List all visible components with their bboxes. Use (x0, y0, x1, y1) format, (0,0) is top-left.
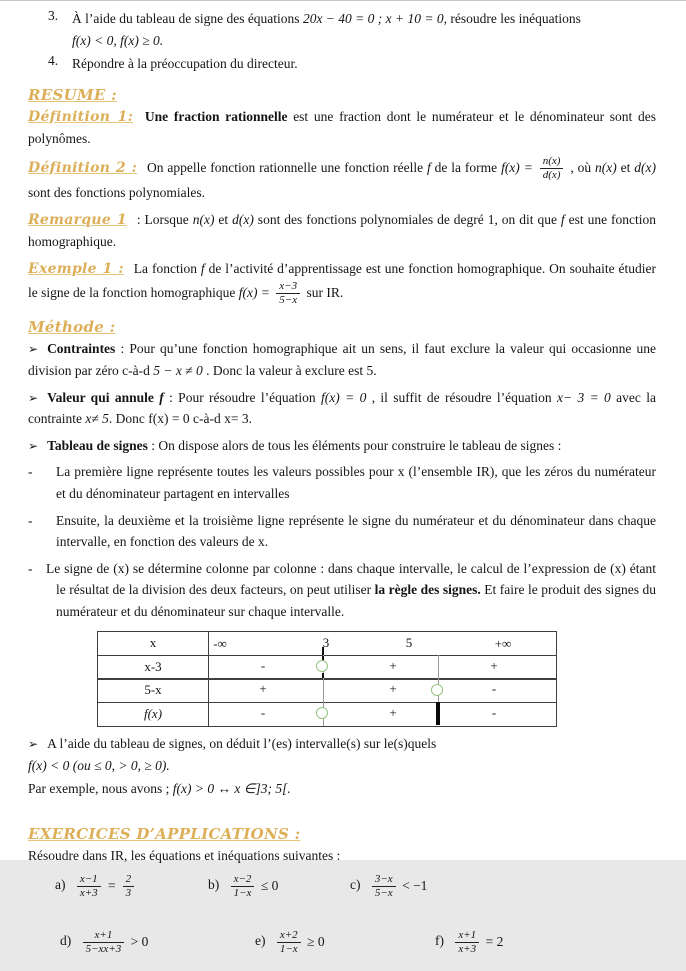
fraction-denominator: x+3 (458, 942, 477, 955)
sign-cell: + (490, 657, 498, 673)
text-run: sont des fonctions polynomiales. (28, 185, 205, 201)
page-top-rule (0, 0, 686, 1)
fraction-denominator: d(x) (542, 168, 561, 181)
text-run: Par exemple, nous avons ; (28, 781, 173, 797)
text-run: . Donc la valeur à exclure est 5. (202, 363, 377, 379)
fraction (123, 873, 135, 900)
math-run: n(x) (192, 211, 215, 227)
fraction-denominator: 3 (125, 886, 132, 899)
fraction (455, 929, 479, 956)
operator: ≤ (260, 877, 269, 893)
fraction-numerator: 2 (123, 873, 135, 887)
text-run: avec la contrainte (28, 389, 656, 427)
arrow-bullet-icon: ➢ (28, 390, 39, 405)
fraction (276, 280, 300, 307)
fraction-denominator: 5−xx+3 (85, 942, 122, 955)
resume-heading: RESUME : (28, 85, 118, 104)
table-row-divider (98, 655, 556, 657)
text-run: de la forme (430, 159, 502, 175)
math-run: x≠ 5 (85, 411, 109, 427)
zero-5-line (438, 655, 439, 679)
dash-bullet-1 (28, 461, 656, 504)
definition-1 (28, 106, 656, 150)
table-header-x: x (149, 634, 157, 650)
text-run: et (214, 211, 233, 227)
text-run: , où (566, 159, 596, 175)
text-run: : On dispose alors de tous les éléments pour construire le tableau de signes : (147, 437, 562, 453)
fraction-denominator: 1−x (233, 886, 252, 899)
table-header-3: 3 (322, 634, 330, 650)
text-run: est une fraction dont le numérateur et le dénominateur sont des polynômes. (28, 108, 656, 147)
remarque-1 (28, 209, 656, 253)
text-run: Ensuite, la deuxième et la troisième ligne représente le signe du numérateur et du dénominateur dans chaque intervalle, en fonction des valeurs de x. (56, 512, 656, 550)
table-header-5: 5 (405, 634, 413, 650)
rhs-value: 0 (271, 877, 279, 893)
sign-cell: - (260, 657, 266, 673)
operator: = (107, 877, 117, 893)
sign-cell: + (389, 657, 397, 673)
definition-2 (28, 155, 656, 204)
table-row-divider (98, 702, 556, 704)
arrow-bullet-icon: ➢ (28, 438, 39, 453)
conclusion-line-1 (28, 733, 656, 755)
text-run: , il suffit de résoudre l’équation (366, 389, 557, 405)
fraction (83, 929, 125, 956)
table-row-label: f(x) (143, 705, 163, 721)
exercise-c (350, 873, 427, 900)
text-run: La fonction (133, 260, 201, 276)
text-run: et (616, 159, 635, 175)
math-run: x− 3 = 0 (556, 389, 611, 405)
text-run: est une fonction homographique. (28, 211, 657, 250)
math-run: f(x) = 0 (321, 389, 367, 405)
fraction-denominator: 1−x (279, 942, 298, 955)
dash-icon: - (28, 560, 33, 576)
conclusion-line-2 (28, 756, 656, 776)
exercise-row-2 (28, 929, 656, 971)
math-run: d(x) (232, 211, 254, 227)
exercise-label: b) (208, 877, 220, 893)
math-run: f (560, 211, 565, 227)
operator: ≥ (307, 933, 315, 949)
rhs-value: 2 (496, 933, 504, 949)
tableau-paragraph (28, 435, 656, 457)
text-run: de l’activité d’apprentissage est une fonction homographique. On souhaite étudier le signe de la fonction homographique (28, 260, 656, 300)
zero-circle-fx-3 (316, 707, 328, 719)
table-row-label: x-3 (144, 658, 162, 674)
table-header-minf: -∞ (213, 635, 227, 651)
fraction-numerator: x+1 (83, 929, 125, 943)
math-run: f(x) > 0 ↔ x ∈]3; 5[. (172, 781, 291, 797)
sign-cell: + (389, 704, 397, 720)
text-run: Le signe de (x) se détermine colonne par colonne : dans chaque intervalle, le calcul de l’expression de (x) étant le résultat de la division des deux facteurs, on peut utiliser (46, 560, 656, 598)
sign-table (97, 631, 557, 727)
exercise-a (55, 873, 137, 900)
text-run: : (132, 211, 145, 227)
text-run: , résoudre les inéquations (443, 11, 581, 26)
exercise-label: f) (435, 933, 444, 949)
text-run: . Donc f(x) = 0 c-à-d x= 3. (108, 411, 252, 427)
list-item-4-text (72, 53, 656, 75)
text-run: A l’aide du tableau de signes, on déduit l’(es) intervalle(s) sur le(s)quels (47, 735, 437, 751)
math-run: f (200, 260, 205, 276)
table-row-label: 5-x (144, 682, 162, 698)
list-item-3-text (72, 8, 656, 51)
math-run: n(x) (595, 159, 617, 175)
fraction (277, 929, 301, 956)
table-row-divider (98, 678, 556, 680)
zero-3-tick-bottom (322, 673, 325, 678)
math-run: f (426, 159, 431, 175)
sign-cell: - (260, 704, 266, 720)
operator: > (130, 933, 139, 949)
rhs-value: 0 (141, 933, 149, 949)
operator: < (402, 877, 410, 893)
sign-cell: - (491, 704, 497, 720)
dash-icon: - (28, 464, 33, 480)
exercise-label: e) (255, 933, 266, 949)
dash-bullet-2 (28, 510, 656, 553)
math-run: f(x) = (238, 284, 270, 300)
operator: = (485, 933, 494, 949)
bold-run: Contraintes (47, 341, 116, 357)
fraction-numerator: 3−x (372, 873, 396, 887)
sign-cell: - (491, 681, 497, 697)
dash-bullet-3 (28, 558, 656, 623)
definition-2-heading: Définition 2 : (28, 159, 138, 176)
math-run: d(x) (634, 159, 657, 175)
fraction-numerator: x+1 (455, 929, 479, 943)
table-label-column-divider (208, 632, 209, 726)
fraction-numerator: x−1 (77, 873, 101, 887)
fraction (231, 873, 255, 900)
conclusion-line-3 (28, 778, 656, 800)
exercise-label: a) (55, 877, 66, 893)
arrow-bullet-icon: ➢ (28, 736, 39, 751)
methode-heading: Méthode : (28, 318, 116, 337)
table-header-pinf: +∞ (494, 635, 512, 651)
bold-run: Tableau de signes (47, 437, 148, 453)
zero-3-line (323, 678, 324, 702)
bold-run: la règle des signes. (374, 582, 481, 598)
list-item-3 (28, 8, 656, 51)
fraction (372, 873, 396, 900)
fraction-numerator: x−3 (276, 280, 300, 294)
fraction-numerator: n(x) (540, 155, 564, 169)
text-run: : Pour qu’une fonction homographique ait un sens, il faut exclure la valeur qui occasionne une division par zéro c-à-d (28, 341, 656, 379)
fraction (540, 155, 564, 182)
math-run: 5 − x ≠ 0 (153, 363, 203, 379)
text-run: sur IR. (303, 284, 344, 300)
zero-circle-5x-5 (431, 684, 443, 696)
exercise-f (435, 929, 503, 956)
exercise-label: d) (60, 933, 72, 949)
remarque-1-heading: Remarque 1 (28, 211, 127, 228)
rhs-value: 0 (317, 933, 325, 949)
fraction-numerator: x−2 (231, 873, 255, 887)
fraction (77, 873, 101, 900)
exemple-1-heading: Exemple 1 : (28, 260, 124, 277)
bold-run: Valeur qui annule (47, 389, 160, 405)
list-number: 4. (48, 53, 59, 69)
exercise-row-1 (28, 873, 656, 915)
math-run: f(x) < 0, f(x) ≥ 0. (72, 32, 164, 48)
text-run: Et faire le produit des signes du numérateur et du dénominateur sur chaque intervalle. (56, 582, 656, 620)
math-run: 20x − 40 = 0 ; x + 10 = 0 (302, 11, 444, 26)
arrow-bullet-icon: ➢ (28, 342, 39, 357)
valeur-annule-paragraph (28, 387, 656, 430)
contraintes-paragraph (28, 338, 656, 381)
exercices-intro (28, 845, 656, 867)
text-run: Résoudre dans IR, les équations et inéquations suivantes : (28, 848, 341, 864)
text-run: sont des fonctions polynomiales de degré 1, on dit que (253, 211, 561, 227)
text-run: : Pour résoudre l’équation (163, 389, 321, 405)
text-run: À l’aide du tableau de signe des équations (72, 11, 303, 26)
exercise-b (208, 873, 278, 900)
definition-1-heading: Définition 1: (28, 108, 134, 125)
exercise-d (60, 929, 148, 956)
sign-cell: + (389, 681, 397, 697)
fraction-denominator: x+3 (79, 886, 98, 899)
math-run: f(x) < 0 (ou ≤ 0, > 0, ≥ 0). (28, 758, 170, 774)
fraction-numerator: x+2 (277, 929, 301, 943)
text-run: La première ligne représente toutes les valeurs possibles pour x (l’ensemble IR), que les zéros du numérateur et du dénominateur partagent en intervalles (56, 464, 656, 502)
exemple-1 (28, 258, 656, 308)
undefined-bar-fx-5 (436, 702, 440, 725)
dash-icon: - (28, 512, 33, 528)
bold-run: Une fraction rationnelle (144, 108, 288, 124)
text-run: Lorsque (144, 211, 193, 227)
exercise-e (255, 929, 325, 956)
exercices-heading: EXERCICES D’APPLICATIONS : (28, 825, 301, 844)
math-run: f(x) = (501, 159, 533, 175)
sign-cell: + (259, 681, 267, 697)
exercise-label: c) (350, 877, 361, 893)
text-run: On appelle fonction rationnelle une fonction réelle (147, 159, 427, 175)
bold-math-run: f (159, 389, 164, 405)
fraction-denominator: 5−x (279, 294, 298, 307)
zero-circle-x-3 (316, 660, 328, 672)
list-number: 3. (48, 8, 59, 23)
rhs-value: −1 (413, 877, 428, 893)
fraction-denominator: 5−x (374, 886, 393, 899)
list-item-4 (28, 53, 656, 75)
text-run: Répondre à la préoccupation du directeur. (72, 56, 298, 72)
